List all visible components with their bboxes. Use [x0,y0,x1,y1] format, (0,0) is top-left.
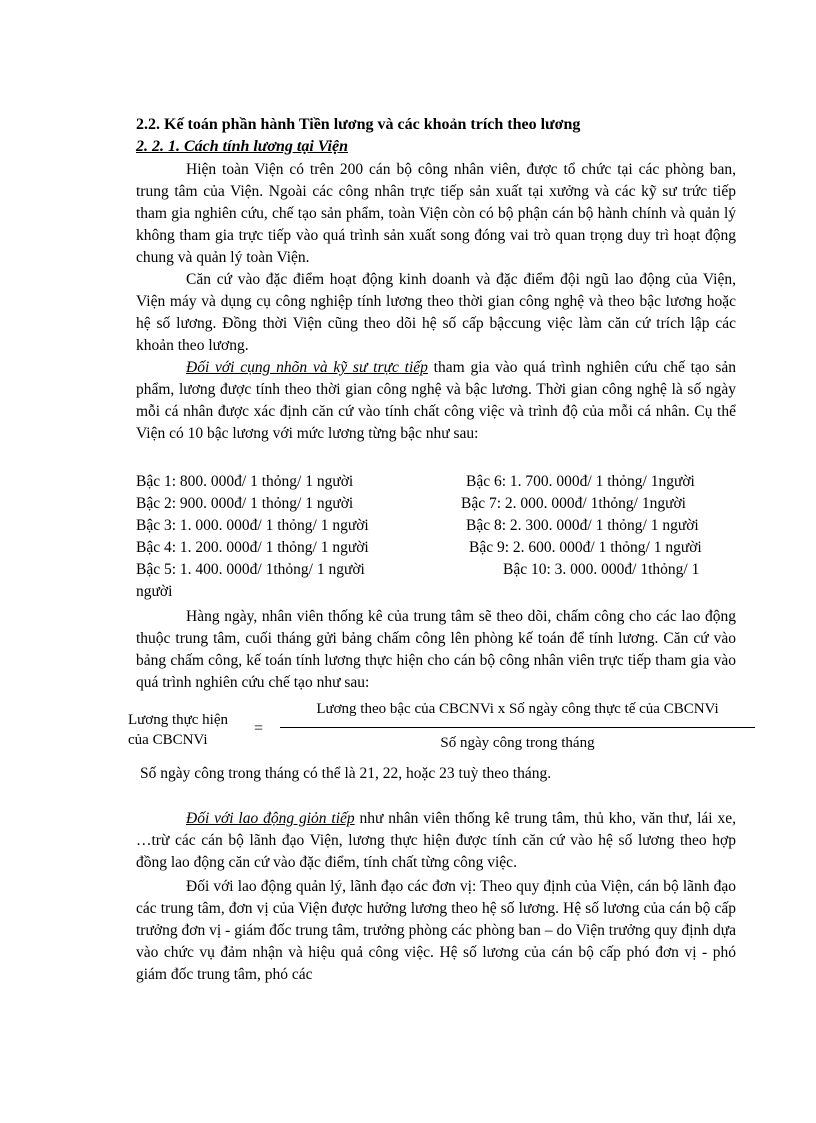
paragraph-1-text: Hiện toàn Viện có trên 200 cán bộ công nhân viên, được tổ chức tại các phòng ban, trung tâm của Viện. Ngoài các công nhân trực tiếp sản xuất tại xưởng và các kỹ sư trức tiếp tham gia nghiên cứu, chế tạo sản phẩm, toàn Viện còn có bộ phận cán bộ hành chính và quản lý không tham gia trực tiếp vào quá trình sản xuất song đóng vai trò quan trọng duy trì hoạt động chung và quản lý toàn Viện. [136,161,736,266]
paragraph-3-lead: Đối với cụng nhõn và kỹ sư trực tiếp [186,359,428,376]
subsection-title [136,136,348,158]
grade-3: Bậc 3: 1. 000. 000đ/ 1 thỏng/ 1 người [136,517,369,534]
formula-denominator: Số ngày công trong tháng [440,735,595,751]
formula-numerator: Lương theo bậc của CBCNVi x Số ngày công thực tế của CBCNVi [316,701,719,717]
paragraph-6 [136,876,736,986]
paragraph-5 [136,808,736,874]
formula-note-text: Số ngày công trong tháng có thể là 21, 22, hoặc 23 tuỳ theo tháng. [140,765,552,782]
grade-row-5 [136,559,736,581]
grade-1: Bậc 1: 800. 000đ/ 1 thỏng/ 1 người [136,473,354,490]
grade-5: Bậc 5: 1. 400. 000đ/ 1thỏng/ 1 người [136,561,365,578]
paragraph-4 [136,606,736,694]
grade-10-wrap: người [136,583,173,600]
subsection-title-text: 2. 2. 1. Cách tính lương tại Viện [136,138,348,155]
grade-4: Bậc 4: 1. 200. 000đ/ 1 thỏng/ 1 người [136,539,369,556]
grade-row-2 [136,493,736,515]
paragraph-5-rest: như nhân viên thống kê trung tâm, thủ kho, văn thư, lái xe, …trừ các cán bộ lãnh đạo Viện, lương thực hiện được tính căn cứ vào hệ số lương theo hợp đồng lao động căn cứ vào đặc điểm, tính chất từng công việc. [136,810,736,871]
grade-2: Bậc 2: 900. 000đ/ 1 thỏng/ 1 người [136,495,354,512]
formula-equals: = [254,720,264,737]
paragraph-1 [136,159,736,269]
formula-lhs-line-1: Lương thực hiện [128,712,229,728]
formula-lhs [128,710,228,750]
grade-row-wrap [136,581,736,603]
grade-10: Bậc 10: 3. 000. 000đ/ 1thỏng/ 1 [503,561,700,578]
paragraph-3 [136,357,736,445]
grade-row-1 [136,471,736,493]
paragraph-2-text: Căn cứ vào đặc điểm hoạt động kinh doanh và đặc điểm đội ngũ lao động của Viện, Viện máy và dụng cụ công nghiệp tính lương theo thời gian công nghệ và theo bậc lương hoặc hệ số lương. Đồng thời Viện cũng theo dõi hệ số cấp bậccung việc làm căn cứ trích lập các khoản theo lương. [136,271,736,354]
paragraph-4-text: Hàng ngày, nhân viên thống kê của trung tâm sẽ theo dõi, chấm công cho các lao động thuộc trung tâm, cuối tháng gửi bảng chấm công lên phòng kế toán để tính lương. Căn cứ vào bảng chấm công, kế toán tính lương thực hiện cho cán bộ công nhân viên trực tiếp tham gia vào quá trình nghiên cứu chế tạo như sau: [136,608,736,691]
formula-lhs-line-2: của CBCNVi [128,732,208,748]
grade-9: Bậc 9: 2. 600. 000đ/ 1 thỏng/ 1 người [469,539,702,556]
paragraph-6-text: Đối với lao động quản lý, lãnh đạo các đơn vị: Theo quy định của Viện, cán bộ lãnh đạo các trung tâm, đơn vị của Viện được hưởng lương theo hệ số lương. Hệ số lương của cán bộ cấp trưởng đơn vị - giám đốc trung tâm, trưởng phòng các phòng ban – do Viện trưởng quy định dựa vào chức vụ đảm nhận và hiệu quả công việc. Hệ số lương của cán bộ cấp phó đơn vị - phó giám đốc trung tâm, phó các [136,878,736,983]
grade-row-3 [136,515,736,537]
fraction-line [280,727,755,728]
paragraph-3-rest: tham gia vào quá trình nghiên cứu chế tạo sản phẩm, lương được tính theo thời gian công nghệ và bậc lương. Thời gian công nghệ là số ngày mỗi cá nhân được xác định căn cứ vào tính chất công việc và trình độ của mỗi cá nhân. Cụ thể Viện có 10 bậc lương với mức lương từng bậc như sau: [136,359,736,442]
formula-note [140,763,740,785]
grade-7: Bậc 7: 2. 000. 000đ/ 1thỏng/ 1người [461,495,686,512]
grade-row-4 [136,537,736,559]
section-title: 2.2. Kế toán phần hành Tiền lương và các khoản trích theo lương [136,116,581,133]
paragraph-2 [136,269,736,357]
grade-6: Bậc 6: 1. 700. 000đ/ 1 thỏng/ 1người [466,473,695,490]
grade-8: Bậc 8: 2. 300. 000đ/ 1 thỏng/ 1 người [466,517,699,534]
paragraph-5-lead: Đối với lao động giỏn tiếp [186,810,355,827]
